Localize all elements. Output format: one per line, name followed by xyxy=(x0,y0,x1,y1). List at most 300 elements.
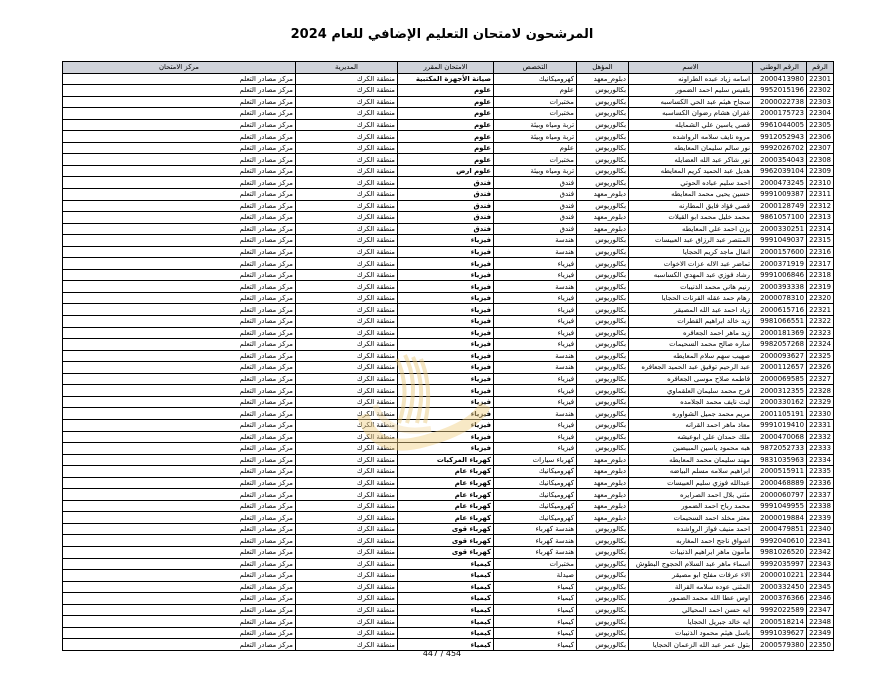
table-row xyxy=(63,546,834,558)
cell-seq: 22329 xyxy=(807,396,834,408)
cell-specialization: هندسة كهرباء xyxy=(494,546,577,558)
cell-name: تماضر عبد الاله عزات الاخوات xyxy=(629,258,753,270)
cell-seq: 22339 xyxy=(807,512,834,524)
cell-seq: 22333 xyxy=(807,443,834,455)
cell-specialization: فندق xyxy=(494,200,577,212)
table-row xyxy=(63,165,834,177)
cell-name: فاطمه صلاح موسى الجعافره xyxy=(629,373,753,385)
cell-national-id: 2000371919 xyxy=(753,258,807,270)
table-row xyxy=(63,593,834,605)
cell-center: مركز مصادر التعلم xyxy=(63,142,296,154)
cell-national-id: 2000332450 xyxy=(753,581,807,593)
cell-specialization: فيزياء xyxy=(494,339,577,351)
table-row xyxy=(63,581,834,593)
cell-name: بتول عمر عبد الله الزعمان الحجايا xyxy=(629,639,753,651)
cell-national-id: 9992035997 xyxy=(753,558,807,570)
cell-exam: علوم xyxy=(398,142,494,154)
cell-directorate: منطقة الكرك xyxy=(296,489,398,501)
cell-seq: 22318 xyxy=(807,269,834,281)
cell-directorate: منطقة الكرك xyxy=(296,512,398,524)
cell-center: مركز مصادر التعلم xyxy=(63,604,296,616)
table-row xyxy=(63,523,834,535)
cell-national-id: 2000479851 xyxy=(753,523,807,535)
cell-qualification: بكالوريوس xyxy=(577,558,629,570)
cell-exam: كيمياء xyxy=(398,627,494,639)
cell-qualification: بكالوريوس xyxy=(577,431,629,443)
cell-national-id: 2000330251 xyxy=(753,223,807,235)
cell-name: انفال ماجد كريم الحجايا xyxy=(629,246,753,258)
cell-exam: فيزياء xyxy=(398,408,494,420)
cell-name: محمد خليل محمد ابو القيلات xyxy=(629,212,753,224)
cell-qualification: بكالوريوس xyxy=(577,258,629,270)
cell-center: مركز مصادر التعلم xyxy=(63,96,296,108)
cell-seq: 22315 xyxy=(807,235,834,247)
cell-seq: 22303 xyxy=(807,96,834,108)
cell-directorate: منطقة الكرك xyxy=(296,604,398,616)
cell-qualification: بكالوريوس xyxy=(577,373,629,385)
cell-specialization: فندق xyxy=(494,177,577,189)
cell-exam: كيمياء xyxy=(398,581,494,593)
cell-national-id: 2000615716 xyxy=(753,304,807,316)
table-row xyxy=(63,73,834,85)
cell-name: ساره صالح محمد السحيمات xyxy=(629,339,753,351)
table-row xyxy=(63,154,834,166)
page-number: 447 / 454 xyxy=(422,649,462,658)
cell-directorate: منطقة الكرك xyxy=(296,292,398,304)
cell-seq: 22332 xyxy=(807,431,834,443)
cell-exam: فيزياء xyxy=(398,385,494,397)
header-seq: الرقم xyxy=(807,62,834,74)
cell-seq: 22323 xyxy=(807,327,834,339)
cell-specialization: فيزياء xyxy=(494,258,577,270)
cell-national-id: 2000093627 xyxy=(753,350,807,362)
cell-seq: 22304 xyxy=(807,108,834,120)
cell-specialization: هندسة xyxy=(494,408,577,420)
cell-national-id: 9991006846 xyxy=(753,269,807,281)
cell-seq: 22313 xyxy=(807,212,834,224)
cell-name: مروه نايف سلامه الرواشده xyxy=(629,131,753,143)
cell-center: مركز مصادر التعلم xyxy=(63,246,296,258)
cell-exam: فندق xyxy=(398,200,494,212)
cell-center: مركز مصادر التعلم xyxy=(63,223,296,235)
cell-specialization: مختبرات xyxy=(494,108,577,120)
cell-center: مركز مصادر التعلم xyxy=(63,350,296,362)
cell-qualification: بكالوريوس xyxy=(577,131,629,143)
cell-qualification: بكالوريوس xyxy=(577,350,629,362)
header-directorate: المديرية xyxy=(296,62,398,74)
cell-seq: 22346 xyxy=(807,593,834,605)
cell-directorate: منطقة الكرك xyxy=(296,593,398,605)
cell-exam: كهرباء عام xyxy=(398,512,494,524)
cell-qualification: بكالوريوس xyxy=(577,281,629,293)
cell-name: زيد خالد ابراهيم القطرات xyxy=(629,316,753,328)
cell-exam: كهرباء قوى xyxy=(398,523,494,535)
cell-national-id: 2000069585 xyxy=(753,373,807,385)
cell-seq: 22317 xyxy=(807,258,834,270)
cell-national-id: 2000393338 xyxy=(753,281,807,293)
cell-qualification: بكالوريوس xyxy=(577,396,629,408)
cell-specialization: كيمياء xyxy=(494,581,577,593)
cell-national-id: 9982057268 xyxy=(753,339,807,351)
cell-qualification: بكالوريوس xyxy=(577,443,629,455)
table-row xyxy=(63,177,834,189)
cell-directorate: منطقة الكرك xyxy=(296,281,398,293)
table-row xyxy=(63,535,834,547)
cell-seq: 22334 xyxy=(807,454,834,466)
cell-seq: 22341 xyxy=(807,535,834,547)
cell-name: سجاح هيثم عبد الحي الكساسبه xyxy=(629,96,753,108)
cell-center: مركز مصادر التعلم xyxy=(63,177,296,189)
cell-seq: 22321 xyxy=(807,304,834,316)
cell-exam: فيزياء xyxy=(398,431,494,443)
cell-name: عبدالله فوزي سليم العبيسات xyxy=(629,477,753,489)
cell-directorate: منطقة الكرك xyxy=(296,466,398,478)
table-row xyxy=(63,512,834,524)
cell-center: مركز مصادر التعلم xyxy=(63,235,296,247)
cell-exam: كهرباء عام xyxy=(398,477,494,489)
cell-seq: 22342 xyxy=(807,546,834,558)
cell-directorate: منطقة الكرك xyxy=(296,223,398,235)
cell-exam: علوم xyxy=(398,96,494,108)
table-row xyxy=(63,269,834,281)
cell-seq: 22344 xyxy=(807,570,834,582)
cell-specialization: مختبرات xyxy=(494,154,577,166)
cell-national-id: 9992040610 xyxy=(753,535,807,547)
cell-directorate: منطقة الكرك xyxy=(296,431,398,443)
cell-seq: 22322 xyxy=(807,316,834,328)
table-row xyxy=(63,339,834,351)
table-row xyxy=(63,466,834,478)
cell-qualification: بكالوريوس xyxy=(577,96,629,108)
cell-national-id: 9912052943 xyxy=(753,131,807,143)
table-row xyxy=(63,246,834,258)
cell-national-id: 2000157600 xyxy=(753,246,807,258)
cell-directorate: منطقة الكرك xyxy=(296,627,398,639)
table-row xyxy=(63,558,834,570)
cell-qualification: بكالوريوس xyxy=(577,419,629,431)
cell-national-id: 2000060797 xyxy=(753,489,807,501)
cell-specialization: فيزياء xyxy=(494,292,577,304)
cell-exam: فيزياء xyxy=(398,235,494,247)
cell-directorate: منطقة الكرك xyxy=(296,85,398,97)
table-row xyxy=(63,235,834,247)
cell-directorate: منطقة الكرك xyxy=(296,443,398,455)
cell-seq: 22307 xyxy=(807,142,834,154)
cell-specialization: كهروميكانيك xyxy=(494,500,577,512)
cell-specialization: فيزياء xyxy=(494,443,577,455)
table-row xyxy=(63,316,834,328)
cell-seq: 22336 xyxy=(807,477,834,489)
cell-name: حسين يحيى محمد المعايطه xyxy=(629,189,753,201)
table-row xyxy=(63,396,834,408)
cell-exam: فيزياء xyxy=(398,373,494,385)
cell-specialization: كيمياء xyxy=(494,593,577,605)
cell-exam: كيمياء xyxy=(398,604,494,616)
table-row xyxy=(63,350,834,362)
cell-directorate: منطقة الكرك xyxy=(296,142,398,154)
cell-exam: فيزياء xyxy=(398,339,494,351)
cell-center: مركز مصادر التعلم xyxy=(63,546,296,558)
cell-center: مركز مصادر التعلم xyxy=(63,639,296,651)
cell-specialization: علوم xyxy=(494,85,577,97)
header-qualification: المؤهل xyxy=(577,62,629,74)
table-row xyxy=(63,373,834,385)
cell-national-id: 9952015196 xyxy=(753,85,807,97)
header-name: الاسم xyxy=(629,62,753,74)
cell-qualification: دبلوم_معهد xyxy=(577,500,629,512)
cell-name: هبه محمود ياسين المبيضين xyxy=(629,443,753,455)
cell-exam: صيانة الأجهزة المكتبية xyxy=(398,73,494,85)
cell-name: يزن احمد علي المعايطه xyxy=(629,223,753,235)
table-row xyxy=(63,119,834,131)
cell-seq: 22310 xyxy=(807,177,834,189)
cell-qualification: بكالوريوس xyxy=(577,627,629,639)
cell-specialization: فيزياء xyxy=(494,396,577,408)
table-row xyxy=(63,108,834,120)
cell-seq: 22312 xyxy=(807,200,834,212)
cell-specialization: فيزياء xyxy=(494,304,577,316)
cell-directorate: منطقة الكرك xyxy=(296,500,398,512)
cell-national-id: 2000354043 xyxy=(753,154,807,166)
cell-national-id: 2000473245 xyxy=(753,177,807,189)
cell-name: بلقيس سليم احمد الضمور xyxy=(629,85,753,97)
cell-center: مركز مصادر التعلم xyxy=(63,189,296,201)
cell-seq: 22306 xyxy=(807,131,834,143)
cell-name: اسماء ماهر عبد السلام الحجوج البطوش xyxy=(629,558,753,570)
cell-qualification: بكالوريوس xyxy=(577,339,629,351)
cell-specialization: فندق xyxy=(494,223,577,235)
cell-qualification: بكالوريوس xyxy=(577,246,629,258)
cell-seq: 22340 xyxy=(807,523,834,535)
cell-national-id: 9981026520 xyxy=(753,546,807,558)
cell-national-id: 2000376366 xyxy=(753,593,807,605)
cell-center: مركز مصادر التعلم xyxy=(63,316,296,328)
cell-directorate: منطقة الكرك xyxy=(296,212,398,224)
header-exam: الامتحان المقرر xyxy=(398,62,494,74)
cell-specialization: هندسة xyxy=(494,281,577,293)
table-row xyxy=(63,385,834,397)
cell-national-id: 9872052733 xyxy=(753,443,807,455)
cell-seq: 22330 xyxy=(807,408,834,420)
cell-qualification: بكالوريوس xyxy=(577,269,629,281)
cell-specialization: فندق xyxy=(494,189,577,201)
cell-specialization: هندسة xyxy=(494,350,577,362)
cell-qualification: دبلوم_معهد xyxy=(577,489,629,501)
table-row xyxy=(63,419,834,431)
cell-qualification: بكالوريوس xyxy=(577,85,629,97)
cell-center: مركز مصادر التعلم xyxy=(63,581,296,593)
table-row xyxy=(63,570,834,582)
cell-qualification: بكالوريوس xyxy=(577,142,629,154)
cell-national-id: 2000112657 xyxy=(753,362,807,374)
cell-exam: كيمياء xyxy=(398,558,494,570)
cell-center: مركز مصادر التعلم xyxy=(63,593,296,605)
cell-qualification: بكالوريوس xyxy=(577,385,629,397)
table-row xyxy=(63,200,834,212)
cell-seq: 22311 xyxy=(807,189,834,201)
cell-seq: 22335 xyxy=(807,466,834,478)
cell-directorate: منطقة الكرك xyxy=(296,570,398,582)
cell-national-id: 2000181369 xyxy=(753,327,807,339)
cell-directorate: منطقة الكرك xyxy=(296,258,398,270)
cell-directorate: منطقة الكرك xyxy=(296,535,398,547)
cell-qualification: بكالوريوس xyxy=(577,292,629,304)
cell-specialization: هندسة xyxy=(494,362,577,374)
cell-center: مركز مصادر التعلم xyxy=(63,489,296,501)
page-title: المرشحون لامتحان التعليم الإضافي للعام 2024 xyxy=(290,27,594,42)
cell-name: مأمون ماهر ابراهيم الذنيبات xyxy=(629,546,753,558)
cell-center: مركز مصادر التعلم xyxy=(63,281,296,293)
cell-directorate: منطقة الكرك xyxy=(296,96,398,108)
cell-directorate: منطقة الكرك xyxy=(296,639,398,651)
cell-center: مركز مصادر التعلم xyxy=(63,131,296,143)
cell-center: مركز مصادر التعلم xyxy=(63,327,296,339)
cell-directorate: منطقة الكرك xyxy=(296,616,398,628)
cell-national-id: 2000413980 xyxy=(753,73,807,85)
cell-seq: 22301 xyxy=(807,73,834,85)
cell-national-id: 2000175723 xyxy=(753,108,807,120)
cell-qualification: بكالوريوس xyxy=(577,327,629,339)
cell-national-id: 2000128749 xyxy=(753,200,807,212)
cell-seq: 22324 xyxy=(807,339,834,351)
cell-exam: فيزياء xyxy=(398,269,494,281)
cell-name: فرح محمد سليمان العلقماوي xyxy=(629,385,753,397)
cell-center: مركز مصادر التعلم xyxy=(63,535,296,547)
cell-name: المثنى عوده سلامه القرالة xyxy=(629,581,753,593)
cell-specialization: هندسة xyxy=(494,246,577,258)
table-row xyxy=(63,477,834,489)
cell-specialization: تربة ومياه وبيئة xyxy=(494,119,577,131)
cell-directorate: منطقة الكرك xyxy=(296,339,398,351)
cell-exam: فيزياء xyxy=(398,258,494,270)
cell-directorate: منطقة الكرك xyxy=(296,246,398,258)
candidates-table xyxy=(62,61,834,651)
cell-qualification: بكالوريوس xyxy=(577,639,629,651)
cell-exam: فندق xyxy=(398,212,494,224)
cell-qualification: بكالوريوس xyxy=(577,154,629,166)
cell-exam: فيزياء xyxy=(398,292,494,304)
table-row xyxy=(63,500,834,512)
cell-specialization: مختبرات xyxy=(494,558,577,570)
cell-national-id: 9991049955 xyxy=(753,500,807,512)
cell-seq: 22347 xyxy=(807,604,834,616)
cell-qualification: بكالوريوس xyxy=(577,304,629,316)
cell-center: مركز مصادر التعلم xyxy=(63,85,296,97)
cell-national-id: 9991049037 xyxy=(753,235,807,247)
cell-exam: فندق xyxy=(398,223,494,235)
cell-name: رنيم هاني محمد الذنيبات xyxy=(629,281,753,293)
cell-national-id: 9962039104 xyxy=(753,165,807,177)
cell-center: مركز مصادر التعلم xyxy=(63,304,296,316)
cell-exam: علوم xyxy=(398,131,494,143)
cell-national-id: 2000518214 xyxy=(753,616,807,628)
cell-directorate: منطقة الكرك xyxy=(296,235,398,247)
cell-center: مركز مصادر التعلم xyxy=(63,119,296,131)
cell-qualification: دبلوم_معهد xyxy=(577,223,629,235)
cell-seq: 22348 xyxy=(807,616,834,628)
cell-center: مركز مصادر التعلم xyxy=(63,558,296,570)
cell-directorate: منطقة الكرك xyxy=(296,408,398,420)
cell-name: رشاد فوزي عبد المهدي الكساسبه xyxy=(629,269,753,281)
cell-name: معاذ ماهر احمد القرانه xyxy=(629,419,753,431)
cell-national-id: 2000312355 xyxy=(753,385,807,397)
cell-name: اوس عطا الله محمد الضمور xyxy=(629,593,753,605)
cell-seq: 22302 xyxy=(807,85,834,97)
cell-name: احمد سليم عباده الحوتي xyxy=(629,177,753,189)
cell-directorate: منطقة الكرك xyxy=(296,477,398,489)
table-row xyxy=(63,258,834,270)
cell-specialization: فندق xyxy=(494,212,577,224)
cell-exam: فيزياء xyxy=(398,419,494,431)
cell-name: نور سالم سليمان المعايطه xyxy=(629,142,753,154)
cell-exam: فيزياء xyxy=(398,350,494,362)
cell-directorate: منطقة الكرك xyxy=(296,558,398,570)
cell-name: محمد رباح احمد الضمور xyxy=(629,500,753,512)
cell-exam: كيمياء xyxy=(398,570,494,582)
cell-specialization: صيدلة xyxy=(494,570,577,582)
cell-center: مركز مصادر التعلم xyxy=(63,500,296,512)
cell-specialization: فيزياء xyxy=(494,385,577,397)
cell-specialization: فيزياء xyxy=(494,373,577,385)
cell-exam: علوم xyxy=(398,85,494,97)
cell-directorate: منطقة الكرك xyxy=(296,385,398,397)
cell-name: زياد احمد عبد الله المصيقر xyxy=(629,304,753,316)
cell-exam: فيزياء xyxy=(398,246,494,258)
table-row xyxy=(63,443,834,455)
cell-qualification: بكالوريوس xyxy=(577,616,629,628)
cell-national-id: 9991009387 xyxy=(753,189,807,201)
table-row xyxy=(63,362,834,374)
cell-specialization: تربة ومياه وبيئة xyxy=(494,131,577,143)
cell-name: صهيب سهم سلام المعايطه xyxy=(629,350,753,362)
cell-directorate: منطقة الكرك xyxy=(296,189,398,201)
cell-center: مركز مصادر التعلم xyxy=(63,454,296,466)
cell-name: معتز مخلد احمد السحيمات xyxy=(629,512,753,524)
cell-exam: فيزياء xyxy=(398,281,494,293)
cell-national-id: 2000468889 xyxy=(753,477,807,489)
cell-center: مركز مصادر التعلم xyxy=(63,477,296,489)
cell-seq: 22345 xyxy=(807,581,834,593)
cell-center: مركز مصادر التعلم xyxy=(63,443,296,455)
cell-name: زيد ماهر احمد الجعافره xyxy=(629,327,753,339)
cell-qualification: بكالوريوس xyxy=(577,570,629,582)
cell-directorate: منطقة الكرك xyxy=(296,73,398,85)
cell-qualification: دبلوم_معهد xyxy=(577,466,629,478)
cell-exam: فيزياء xyxy=(398,327,494,339)
cell-center: مركز مصادر التعلم xyxy=(63,408,296,420)
cell-exam: فيزياء xyxy=(398,362,494,374)
cell-center: مركز مصادر التعلم xyxy=(63,570,296,582)
cell-qualification: بكالوريوس xyxy=(577,235,629,247)
cell-name: عبد الرحيم توفيق عبد الحميد الجعافره xyxy=(629,362,753,374)
cell-specialization: فيزياء xyxy=(494,327,577,339)
cell-center: مركز مصادر التعلم xyxy=(63,627,296,639)
cell-qualification: دبلوم_معهد xyxy=(577,512,629,524)
cell-national-id: 9992026702 xyxy=(753,142,807,154)
cell-directorate: منطقة الكرك xyxy=(296,154,398,166)
cell-national-id: 2000515911 xyxy=(753,466,807,478)
cell-qualification: بكالوريوس xyxy=(577,604,629,616)
cell-name: اسامه زياد عبده الطراونه xyxy=(629,73,753,85)
cell-center: مركز مصادر التعلم xyxy=(63,292,296,304)
cell-center: مركز مصادر التعلم xyxy=(63,154,296,166)
table-row xyxy=(63,96,834,108)
cell-center: مركز مصادر التعلم xyxy=(63,385,296,397)
cell-name: باسل هيثم محمود الذنيبات xyxy=(629,627,753,639)
table-row xyxy=(63,327,834,339)
cell-specialization: كهروميكانيك xyxy=(494,477,577,489)
cell-qualification: دبلوم_معهد xyxy=(577,73,629,85)
